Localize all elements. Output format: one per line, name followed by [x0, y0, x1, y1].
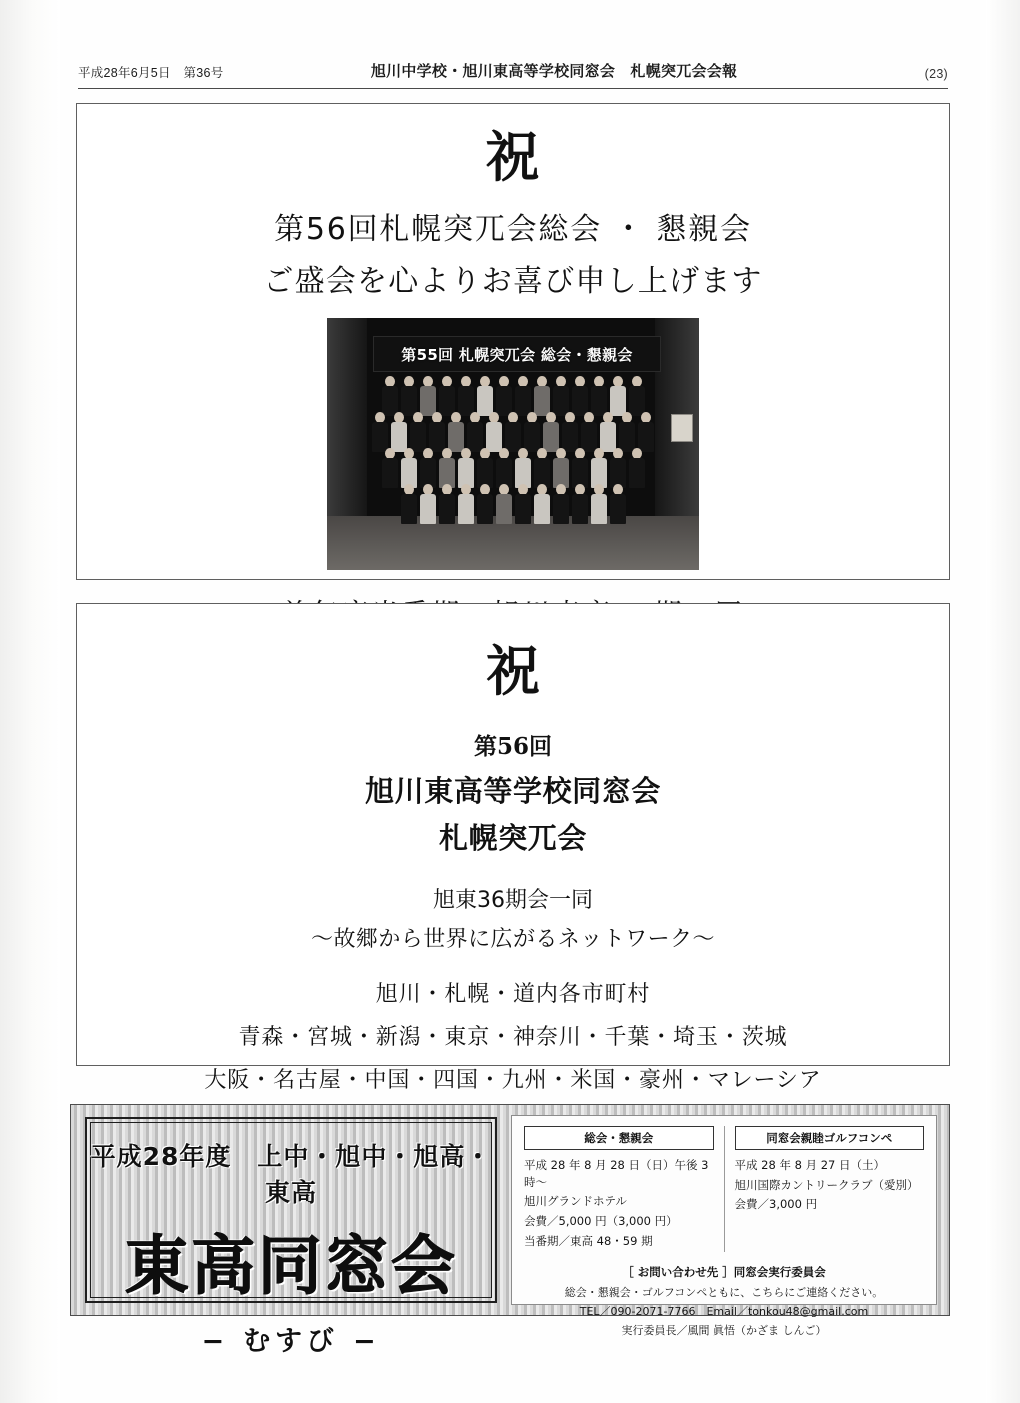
celebration-kanji-bottom: 祝: [486, 639, 540, 703]
ad-bottom-org-1: 旭川東高等学校同窓会: [365, 774, 661, 808]
issue-date: 平成28年6月5日 第36号: [78, 66, 224, 80]
ad-bottom-tagline: 〜故郷から世界に広がるネットワーク〜: [311, 927, 715, 952]
photo-person: [419, 484, 436, 526]
event-banner: [70, 1104, 950, 1357]
event-column-golf: [735, 1126, 925, 1252]
advertisement-top: [76, 103, 950, 580]
event-detail-line: 会費／5,000 円（3,000 円）: [524, 1214, 678, 1229]
event-detail-line: 当番期／東高 48・59 期: [524, 1233, 653, 1248]
column-divider: [724, 1126, 725, 1252]
photo-people-group: [349, 376, 677, 542]
ad-top-line-2: ご盛会を心よりお喜び申し上げます: [263, 264, 763, 299]
event-heading-general-meeting: 総会・懇親会: [524, 1126, 714, 1150]
event-column-general-meeting: [524, 1126, 714, 1252]
ad-top-line-1: 第56回札幌突兀会総会 ・ 懇親会: [274, 212, 752, 247]
photo-person: [438, 484, 455, 526]
page-number: (23): [924, 67, 948, 81]
ad-bottom-area-line-3: 大阪・名古屋・中国・四国・九州・米国・豪州・マレーシア: [204, 1068, 822, 1093]
banner-subtitle: − むすび −: [201, 1326, 381, 1357]
event-detail-line: 旭川国際カントリークラブ（愛別）: [734, 1177, 919, 1192]
banner-main-title: 東高同窓会: [124, 1230, 458, 1304]
photo-stage-banner: 第55回 札幌突兀会 総会・懇親会: [373, 336, 661, 372]
photo-person: [457, 484, 474, 526]
celebration-kanji-top: 祝: [485, 125, 541, 189]
photo-row-front: [349, 484, 677, 526]
ad-bottom-area-line-2: 青森・宮城・新潟・東京・神奈川・千葉・埼玉・茨城: [238, 1025, 788, 1050]
contact-body: [524, 1285, 924, 1339]
photo-person: [552, 484, 569, 526]
photo-side-sign: [671, 414, 693, 442]
advertisement-bottom: [76, 603, 950, 1093]
contact-line: TEL／090-2071-7766 Email／tonkou48@gmail.com: [579, 1305, 869, 1319]
banner-title-panel: [71, 1105, 511, 1357]
contact-line: 総会・懇親会・ゴルフコンペともに、こちらにご連絡ください。: [564, 1286, 884, 1300]
event-detail-line: 平成 28 年 8 月 27 日（土）: [734, 1158, 886, 1172]
header-divider: [78, 88, 948, 89]
photo-person: [400, 484, 417, 526]
photo-person: [590, 484, 607, 526]
ad-bottom-area-line-1: 旭川・札幌・道内各市町村: [375, 982, 651, 1007]
banner-top-line: 平成28年度 上中・旭中・旭高・東高: [90, 1142, 492, 1207]
ad-bottom-group: 旭東36期会一同: [433, 888, 593, 913]
running-header: [78, 60, 948, 81]
event-detail-line: 会費／3,000 円: [734, 1197, 818, 1212]
photo-person: [533, 484, 550, 526]
banner-details-panel: [511, 1115, 937, 1338]
ad-bottom-edition: 第56回: [473, 733, 552, 760]
ad-bottom-org-2: 札幌突兀会: [439, 821, 587, 855]
contact-line: 実行委員長／風間 眞悟（かざま しんご）: [621, 1324, 827, 1338]
event-detail-line: 旭川グランドホテル: [524, 1194, 627, 1209]
photo-person: [476, 484, 493, 526]
photo-person: [571, 484, 588, 526]
publication-title: 旭川中学校・旭川東高等学校同窓会 札幌突兀会会報: [370, 63, 738, 80]
event-detail-line: 平成 28 年 8 月 28 日（日）午後 3 時〜: [524, 1158, 709, 1189]
contact-heading: ［ お問い合わせ先 ］同窓会実行委員会: [622, 1265, 826, 1280]
photo-person: [514, 484, 531, 526]
photo-person: [609, 484, 626, 526]
event-heading-golf: 同窓会親睦ゴルフコンペ: [735, 1126, 925, 1150]
photo-person: [495, 484, 512, 526]
group-photo: [327, 318, 699, 570]
